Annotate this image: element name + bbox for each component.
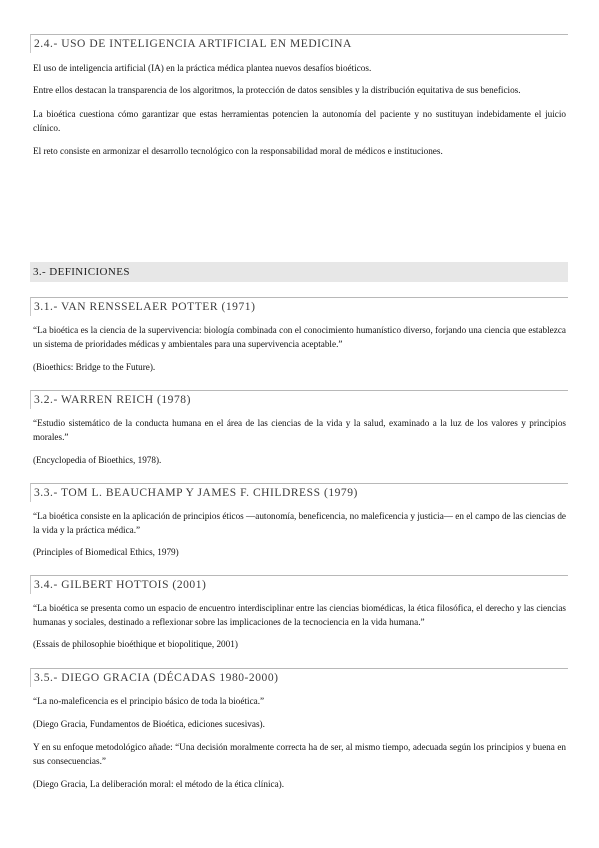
paragraph-ia-4: El reto consiste en armonizar el desarrollo tecnológico con la responsabilidad moral de médicos e instituciones. <box>33 146 443 156</box>
quote-reich: “Estudio sistemático de la conducta humana en el área de las ciencias de la vida y la salud, examinado a la luz de los valores y principios morales.” <box>33 418 566 442</box>
source-gracia-1: (Diego Gracia, Fundamentos de Bioética, ediciones sucesivas). <box>33 719 265 729</box>
quote-hottois: “La bioética se presenta como un espacio de encuentro interdisciplinar entre las ciencias biomédicas, la ética filosófica, el derecho y las ciencias humanas y sociales, destinado a reflexionar sobre las implicaciones de la tecnociencia en la vida humana.” <box>33 603 566 627</box>
paragraph-ia-3: La bioética cuestiona cómo garantizar que estas herramientas potencien la autonomía del paciente y no sustituyan indebidamente el juicio clínico. <box>33 109 566 133</box>
source-hottois: (Essais de philosophie bioéthique et biopolitique, 2001) <box>33 639 238 649</box>
section-heading-3-1: 3.1.- VAN RENSSELAER POTTER (1971) <box>30 297 568 316</box>
source-reich: (Encyclopedia of Bioethics, 1978). <box>33 455 162 465</box>
section-heading-3-5: 3.5.- DIEGO GRACIA (DÉCADAS 1980-2000) <box>30 668 568 687</box>
paragraph-ia-2: Entre ellos destacan la transparencia de los algoritmos, la protección de datos sensibles y la distribución equitativa de sus beneficios. <box>33 85 521 95</box>
source-beauchamp-childress: (Principles of Biomedical Ethics, 1979) <box>33 547 179 557</box>
paragraph-ia-1: El uso de inteligencia artificial (IA) en la práctica médica plantea nuevos desafíos bioéticos. <box>33 63 372 73</box>
source-gracia-2: (Diego Gracia, La deliberación moral: el método de la ética clínica). <box>33 779 285 789</box>
quote-gracia-2: Y en su enfoque metodológico añade: “Una decisión moralmente correcta ha de ser, al mismo tiempo, adecuada según los principios y buena en sus consecuencias.” <box>33 742 566 766</box>
section-heading-3: 3.- DEFINICIONES <box>30 262 568 282</box>
section-heading-3-3: 3.3.- TOM L. BEAUCHAMP Y JAMES F. CHILDRESS (1979) <box>30 483 568 502</box>
section-heading-3-2: 3.2.- WARREN REICH (1978) <box>30 390 568 409</box>
source-potter: (Bioethics: Bridge to the Future). <box>33 362 156 372</box>
quote-gracia-1: “La no-maleficencia es el principio básico de toda la bioética.” <box>33 696 265 706</box>
section-heading-2-4: 2.4.- USO DE INTELIGENCIA ARTIFICIAL EN MEDICINA <box>30 34 568 53</box>
quote-potter: “La bioética es la ciencia de la supervivencia: biología combinada con el conocimiento humanístico diverso, forjando una ciencia que establezca un sistema de prioridades médicas y ambientales para una supervivencia aceptable.” <box>33 325 566 349</box>
section-heading-3-4: 3.4.- GILBERT HOTTOIS (2001) <box>30 575 568 594</box>
quote-beauchamp-childress: “La bioética consiste en la aplicación de principios éticos —autonomía, beneficencia, no maleficencia y justicia— en el campo de las ciencias de la vida y la práctica médica.” <box>33 511 566 535</box>
